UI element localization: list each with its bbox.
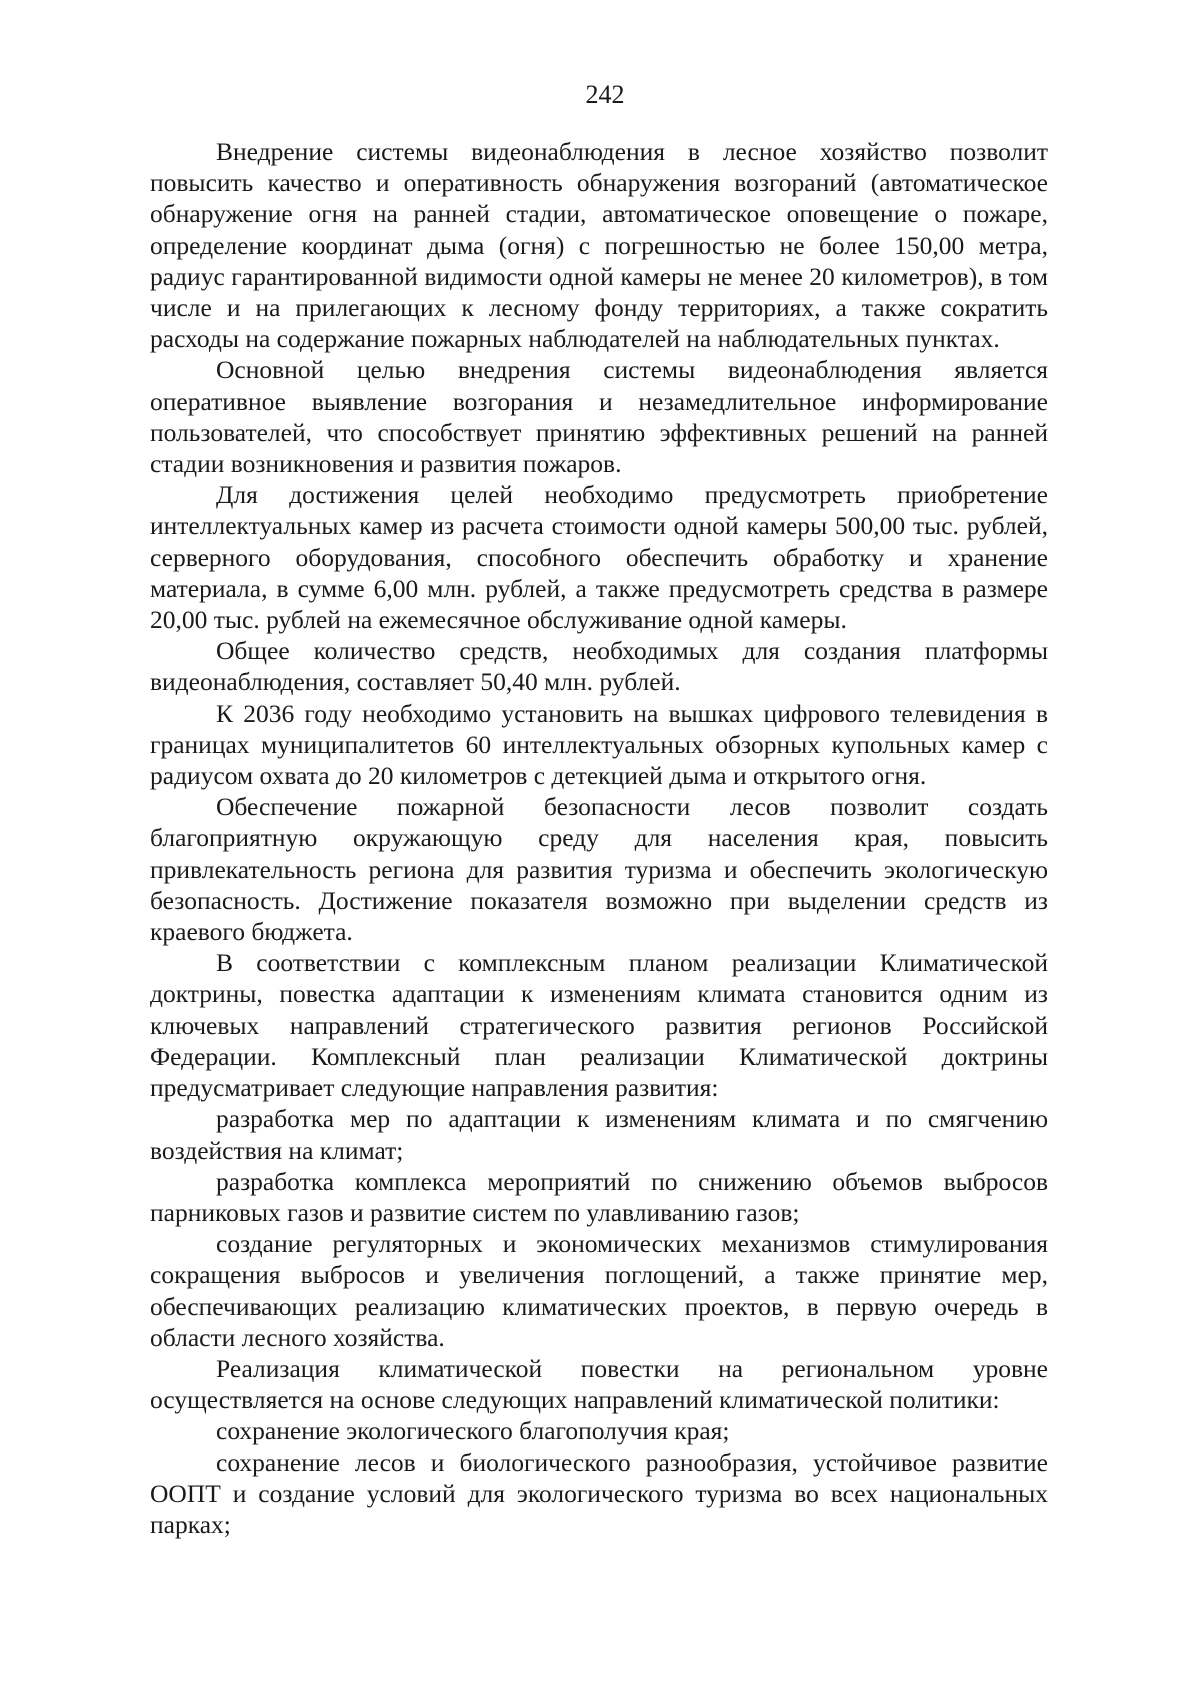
paragraph-regional-policy: Реализация климатической повестки на региональном уровне осуществляется на основе следующих направлений климатической политики: (150, 1353, 1048, 1415)
paragraph-climate-doctrine: В соответствии с комплексным планом реализации Климатической доктрины, повестка адаптации к изменениям климата становится одним из ключевых направлений стратегического развития регионов Российской Федерации. Комплексный план реализации Климатической доктрины предусматривает следующие направления развития: (150, 948, 1048, 1103)
paragraph-video-surveillance: Внедрение системы видеонаблюдения в лесное хозяйство позволит повысить качество и оперативность обнаружения возгораний (автоматическое обнаружение огня на ранней стадии, автоматическое оповещение о пожаре, определение координат дыма (огня) с погрешностью не более 150,00 метра, радиус гарантированной видимости одной камеры не менее 20 километров), в том числе и на прилегающих к лесному фонду территориях, а также сократить расходы на содержание пожарных наблюдателей на наблюдательных пунктах. (150, 137, 1048, 354)
document-body (150, 136, 1048, 1540)
paragraph-main-goal: Основной целью внедрения системы видеонаблюдения является оперативное выявление возгорания и незамедлительное информирование пользователей, что способствует принятию эффективных решений на ранней стадии возникновения и развития пожаров. (150, 355, 1048, 479)
page-number: 242 (585, 80, 625, 109)
paragraph-camera-costs: Для достижения целей необходимо предусмотреть приобретение интеллектуальных камер из расчета стоимости одной камеры 500,00 тыс. рублей, серверного оборудования, способного обеспечить обработку и хранение материала, в сумме 6,00 млн. рублей, а также предусмотреть средства в размере 20,00 тыс. рублей на ежемесячное обслуживание одной камеры. (150, 480, 1048, 635)
list-item-ecology: сохранение экологического благополучия края; (216, 1416, 730, 1446)
paragraph-total-funds: Общее количество средств, необходимых для создания платформы видеонаблюдения, составляет 50,40 млн. рублей. (150, 636, 1048, 697)
list-item-forests: сохранение лесов и биологического разнообразия, устойчивое развитие ООПТ и создание условий для экологического туризма во всех национальных парках; (150, 1447, 1048, 1539)
list-item-emissions: разработка комплекса мероприятий по снижению объемов выбросов парниковых газов и развитие систем по улавливанию газов; (150, 1166, 1048, 1227)
paragraph-fire-safety: Обеспечение пожарной безопасности лесов позволит создать благоприятную окружающую среду для населения края, повысить привлекательность региона для развития туризма и обеспечить экологическую безопасность. Достижение показателя возможно при выделении средств из краевого бюджета. (150, 792, 1048, 947)
paragraph-2036-target: К 2036 году необходимо установить на вышках цифрового телевидения в границах муниципалитетов 60 интеллектуальных обзорных купольных камер с радиусом охвата до 20 километров с детекцией дыма и открытого огня. (150, 698, 1048, 791)
list-item-mechanisms: создание регуляторных и экономических механизмов стимулирования сокращения выбросов и увеличения поглощений, а также принятие мер, обеспечивающих реализацию климатических проектов, в первую очередь в области лесного хозяйства. (150, 1229, 1048, 1352)
list-item-adaptation: разработка мер по адаптации к изменениям климата и по смягчению воздействия на климат; (150, 1104, 1048, 1165)
